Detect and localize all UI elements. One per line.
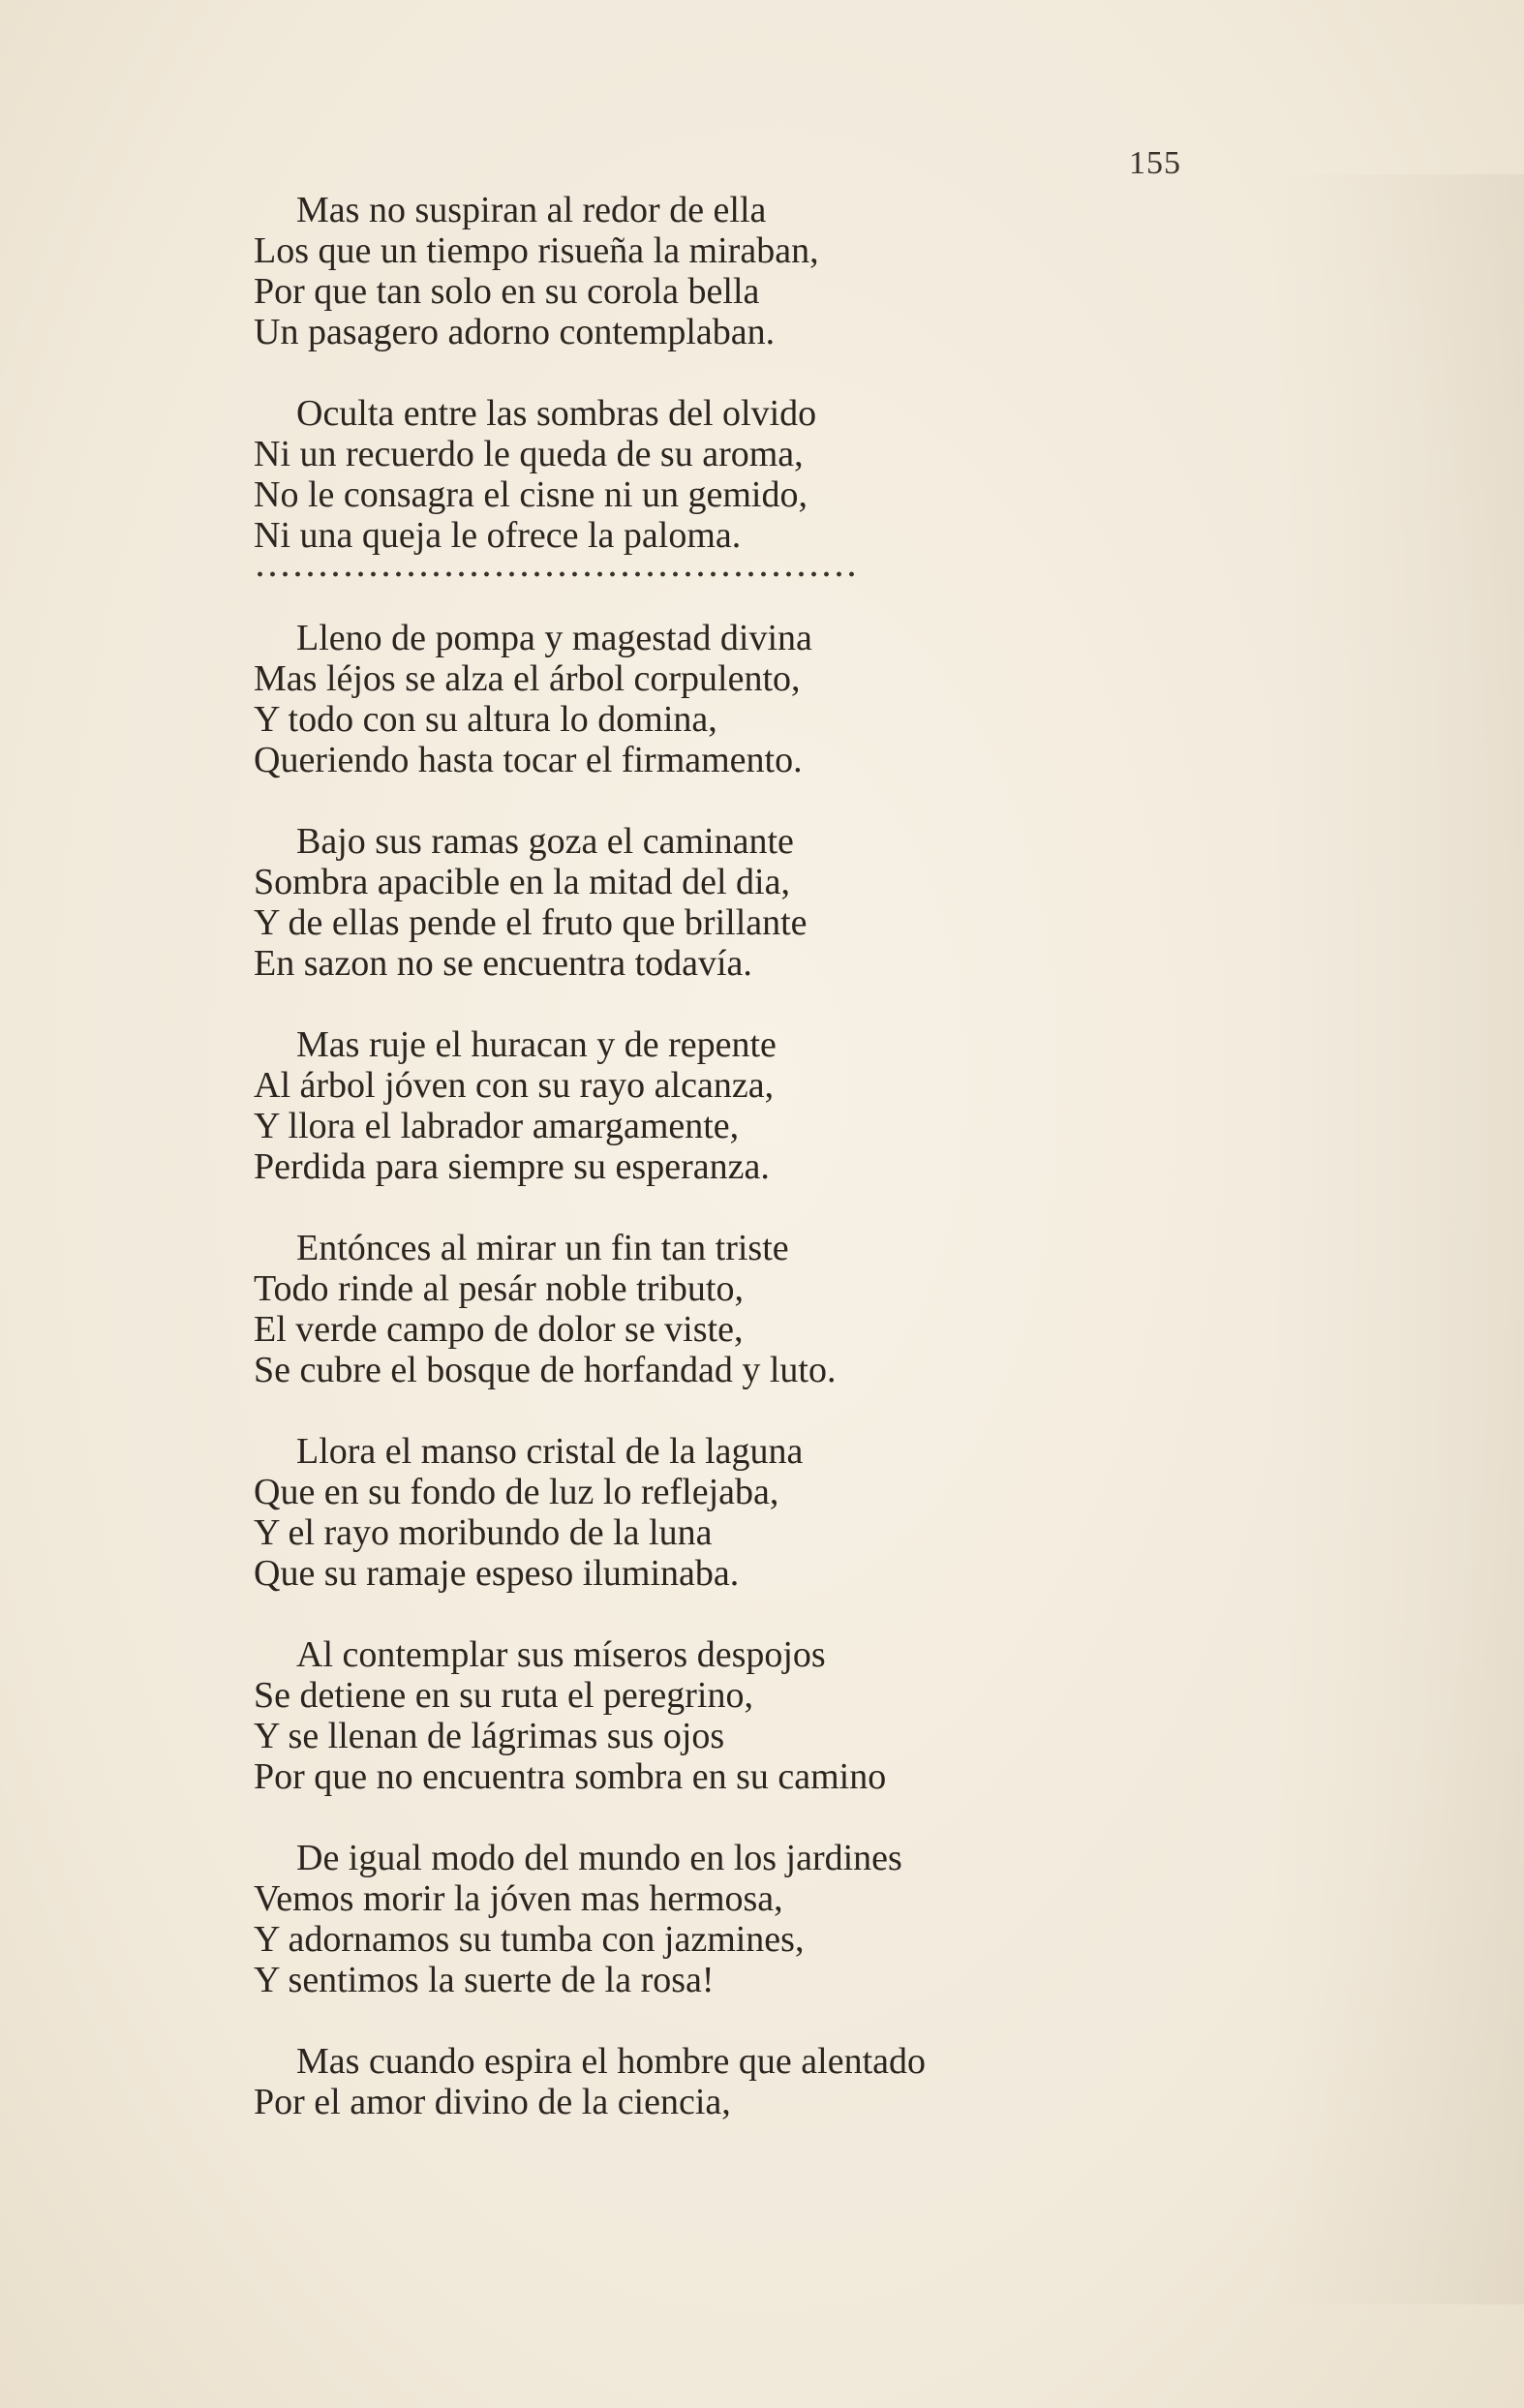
- stanza-6: [254, 1228, 1367, 1390]
- verse-line: Mas no suspiran al redor de ella: [296, 190, 767, 230]
- verse-line: Oculta entre las sombras del olvido: [296, 393, 817, 434]
- verse-line: Vemos morir la jóven mas hermosa,: [254, 1878, 783, 1919]
- stanza-4: [254, 821, 1367, 984]
- verse-line: Se cubre el bosque de horfandad y luto.: [254, 1350, 837, 1390]
- verse-line: Y adornamos su tumba con jazmines,: [254, 1919, 805, 1960]
- verse-line: Se detiene en su ruta el peregrino,: [254, 1675, 753, 1716]
- verse-line: Lleno de pompa y magestad divina: [296, 618, 812, 658]
- verse-line: Y todo con su altura lo domina,: [254, 699, 717, 740]
- stanza-8: [254, 1634, 1367, 1797]
- verse-line: Ni una queja le ofrece la paloma.: [254, 515, 742, 556]
- verse-line: En sazon no se encuentra todavía.: [254, 943, 752, 984]
- verse-line: Y el rayo moribundo de la luna: [254, 1512, 713, 1553]
- page-number: 155: [1129, 145, 1181, 181]
- verse-line: Mas cuando espira el hombre que alentado: [296, 2041, 926, 2082]
- poem: [254, 190, 1367, 2122]
- verse-line: Los que un tiempo risueña la miraban,: [254, 230, 819, 271]
- verse-line: Bajo sus ramas goza el caminante: [296, 821, 794, 862]
- ellipsis-divider: [254, 569, 858, 579]
- verse-line: Todo rinde al pesár noble tributo,: [254, 1268, 744, 1309]
- verse-line: Y de ellas pende el fruto que brillante: [254, 902, 808, 943]
- verse-line: Al árbol jóven con su rayo alcanza,: [254, 1065, 775, 1106]
- verse-line: Mas ruje el huracan y de repente: [296, 1024, 777, 1065]
- stanza-3: [254, 618, 1367, 780]
- verse-line: Un pasagero adorno contemplaban.: [254, 312, 776, 352]
- verse-line: Mas léjos se alza el árbol corpulento,: [254, 658, 801, 699]
- verse-line: El verde campo de dolor se viste,: [254, 1309, 744, 1350]
- verse-line: Que en su fondo de luz lo reflejaba,: [254, 1472, 779, 1512]
- verse-line: Sombra apacible en la mitad del dia,: [254, 862, 790, 902]
- verse-line: Queriendo hasta tocar el firmamento.: [254, 740, 803, 780]
- verse-line: Al contemplar sus míseros despojos: [296, 1634, 826, 1675]
- verse-line: No le consagra el cisne ni un gemido,: [254, 474, 808, 515]
- verse-line: Entónces al mirar un fin tan triste: [296, 1228, 789, 1268]
- verse-line: Por que tan solo en su corola bella: [254, 271, 760, 312]
- stanza-5: [254, 1024, 1367, 1187]
- stanza-10: [254, 2041, 1367, 2122]
- stanza-7: [254, 1431, 1367, 1594]
- verse-line: De igual modo del mundo en los jardines: [296, 1838, 902, 1878]
- verse-line: Y se llenan de lágrimas sus ojos: [254, 1716, 725, 1756]
- verse-line: Perdida para siempre su esperanza.: [254, 1146, 770, 1187]
- stanza-9: [254, 1838, 1367, 2000]
- stanza-2: [254, 393, 1367, 579]
- verse-line: Y sentimos la suerte de la rosa!: [254, 1960, 715, 2000]
- verse-line: Llora el manso cristal de la laguna: [296, 1431, 804, 1472]
- verse-line: Que su ramaje espeso iluminaba.: [254, 1553, 740, 1594]
- verse-line: Ni un recuerdo le queda de su aroma,: [254, 434, 804, 474]
- verse-line: Por que no encuentra sombra en su camino: [254, 1756, 887, 1797]
- stanza-1: [254, 190, 1367, 352]
- verse-line: Y llora el labrador amargamente,: [254, 1106, 740, 1146]
- verse-line: Por el amor divino de la ciencia,: [254, 2082, 731, 2122]
